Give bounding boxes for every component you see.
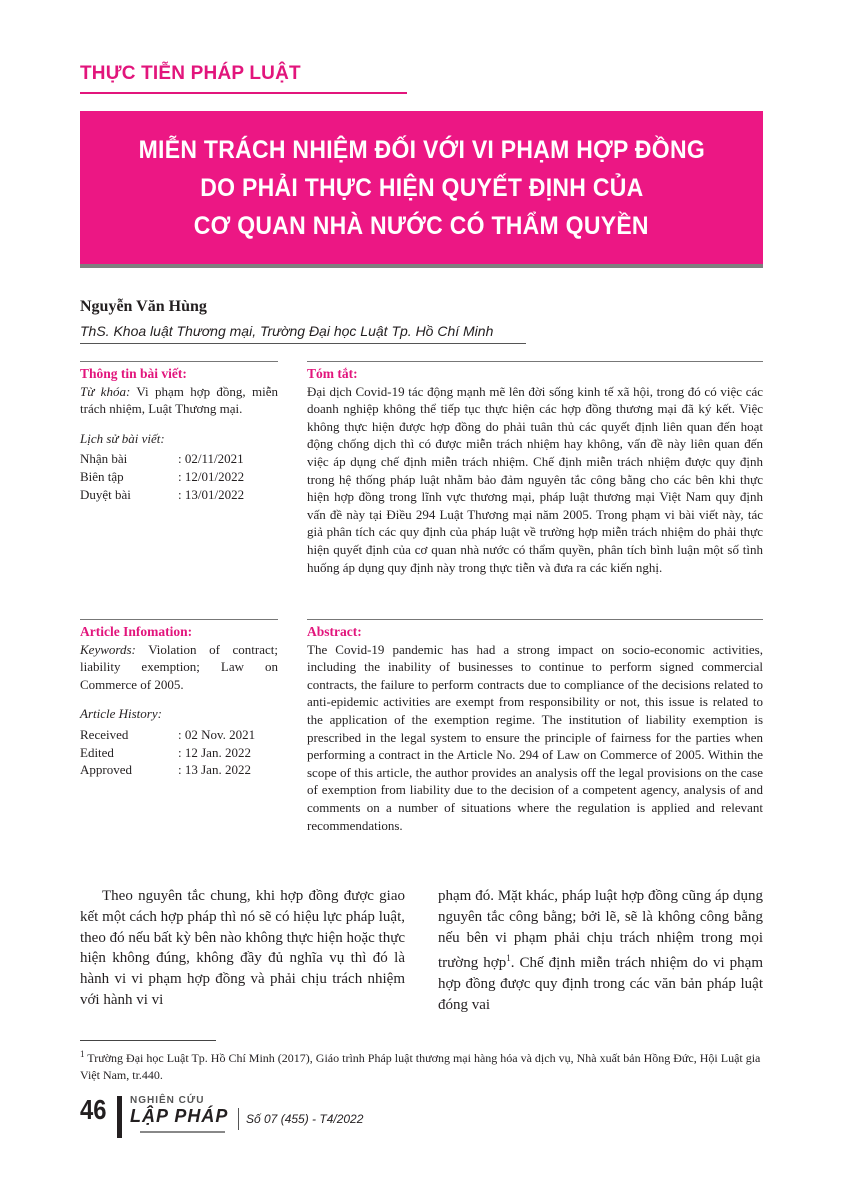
history-date: : 12 Jan. 2022 — [178, 744, 251, 760]
en-history — [80, 726, 278, 779]
history-date: : 12/01/2022 — [178, 468, 245, 484]
page-number: 46 — [80, 1094, 107, 1125]
history-row — [80, 450, 278, 468]
article-title-banner — [80, 111, 763, 268]
history-label: Nhận bài — [80, 451, 128, 467]
vi-abstract-heading: Tóm tắt: — [307, 366, 358, 381]
section-label: THỰC TIỄN PHÁP LUẬT — [80, 63, 301, 84]
history-date: : 13/01/2022 — [178, 486, 245, 502]
author-affiliation: ThS. Khoa luật Thương mại, Trường Đại học Luật Tp. Hồ Chí Minh — [80, 323, 526, 344]
title-line-1: MIỄN TRÁCH NHIỆM ĐỐI VỚI VI PHẠM HỢP ĐỒNG — [138, 135, 705, 164]
history-label: Approved — [80, 762, 132, 778]
history-date: : 13 Jan. 2022 — [178, 762, 251, 778]
vi-keywords-label: Từ khóa: — [80, 383, 131, 399]
history-label: Duyệt bài — [80, 486, 131, 502]
issue-divider — [238, 1108, 239, 1130]
history-row — [80, 486, 278, 504]
en-history-label: Article History: — [80, 706, 162, 722]
history-label: Edited — [80, 744, 114, 760]
history-date: : 02 Nov. 2021 — [178, 726, 256, 742]
title-line-2: DO PHẢI THỰC HIỆN QUYẾT ĐỊNH CỦA — [199, 173, 644, 202]
vi-info-heading: Thông tin bài viết: — [80, 366, 187, 381]
journal-logo-top: NGHIÊN CỨU — [130, 1095, 205, 1106]
footnote-ref[interactable]: 1 — [506, 953, 511, 964]
body-right-part-a: phạm đó. Mặt khác, pháp luật hợp đồng cũng áp dụng nguyên tắc công bằng; bởi lẽ, sẽ là không công bằng nếu bên vi phạm phải chịu trách nhiệm trong mọi trường hợp — [438, 888, 763, 972]
history-row — [80, 744, 278, 762]
journal-logo — [130, 1095, 228, 1126]
history-row — [80, 468, 278, 486]
footer-divider — [117, 1096, 122, 1138]
title-line-3: CƠ QUAN NHÀ NƯỚC CÓ THẨM QUYỀN — [193, 211, 650, 240]
vi-abstract — [307, 361, 763, 576]
en-info-heading: Article Infomation: — [80, 624, 193, 639]
vi-article-info — [80, 361, 278, 503]
en-keywords-label: Keywords: — [80, 641, 136, 657]
vi-history-label: Lịch sử bài viết: — [80, 430, 165, 446]
en-article-info — [80, 619, 278, 779]
footnote — [80, 1046, 763, 1084]
history-row — [80, 726, 278, 744]
footnote-rule — [80, 1040, 216, 1041]
journal-logo-main: LẬP PHÁP — [130, 1106, 229, 1126]
footnote-text: Trường Đại học Luật Tp. Hồ Chí Minh (2017), Giáo trình Pháp luật thương mại hàng hóa và dịch vụ, Nhà xuất bản Hồng Đức, Hội Luật gia Việt Nam, tr.440. — [80, 1051, 761, 1082]
history-label: Biên tập — [80, 468, 124, 484]
logo-swoosh — [140, 1131, 225, 1133]
history-row — [80, 761, 278, 779]
body-column-left: Theo nguyên tắc chung, khi hợp đồng được giao kết một cách hợp pháp thì nó sẽ có hiệu lực pháp luật, theo đó nếu bất kỳ bên nào không thực hiện hoặc thực hiện không đúng, không đầy đủ nghĩa vụ thì đó là hành vi vi phạm hợp đồng và phải chịu trách nhiệm với hành vi vi — [80, 888, 405, 1008]
vi-history — [80, 450, 278, 503]
en-abstract-text: The Covid-19 pandemic has had a strong impact on socio-economic activities, including the inability of businesses to continue to perform signed commercial contracts, the failure to perform contracts due to compliance of the decisions related to anti-epidemic activities are exempt from responsibility or not, this issue is related to the application of the exemption regime. The institution of liability exemption is prescribed in the legal system to ensure the principle of fairness for the parties when performing a contract in the Article No. 294 of Law on Commerce of 2005. Within the scope of this article, the author provides an analysis off the legal provisions on the case of exemption from liability due to the decision of a competent agency, analysis of and comments on a number of situations where the regulation is applied and relevant recommendations. — [307, 641, 763, 833]
en-abstract-heading: Abstract: — [307, 624, 362, 639]
author-name: Nguyễn Văn Hùng — [80, 298, 207, 315]
history-label: Received — [80, 726, 129, 742]
body-column-right — [438, 886, 763, 1016]
vi-keywords-text: Vi phạm hợp đồng, miễn trách nhiệm, Luật Thương mại. — [80, 383, 279, 417]
issue-info: Số 07 (455) - T4/2022 — [246, 1112, 364, 1126]
vi-abstract-text: Đại dịch Covid-19 tác động mạnh mẽ lên đời sống kinh tế xã hội, trong đó có việc các doanh nghiệp không thể tiếp tục thực hiện các hợp đồng thương mại đã ký kết. Việc không thực hiện được hợp đồng do phải tuân thủ các quyết định liên quan đến hoạt động chống dịch thì có được miễn trách nhiệm hay không, vấn đề này liên quan đến việc áp dụng chế định miễn trách nhiệm. Chế định miễn trách nhiệm được quy định trong hệ thống pháp luật nhằm bảo đảm nguyên tắc công bằng cho các bên khi thực hiện hợp đồng trong lĩnh vực thương mại, pháp luật thương mại Việt Nam quy định vấn đề này tại Điều 294 Luật Thương mại năm 2005. Trong phạm vi bài viết này, tác giả phân tích các quy định của pháp luật về trường hợp miễn trách nhiệm do phải thực hiện quyết định của cơ quan nhà nước có thẩm quyền, phân tích bình luận một số tình huống áp dụng quy định này trong thực tiễn và đưa ra các kiến nghị. — [307, 383, 763, 575]
en-abstract — [307, 619, 763, 834]
en-keywords-text: Violation of contract; liability exemption; Law on Commerce of 2005. — [80, 641, 278, 692]
en-keywords — [80, 641, 278, 694]
footnote-mark: 1 — [80, 1049, 85, 1059]
body-right-part-b: . Chế định miễn trách nhiệm do vi phạm hợp đồng được quy định trong các văn bản pháp luật đóng vai — [438, 955, 763, 1013]
section-rule — [80, 92, 407, 94]
vi-keywords — [80, 383, 278, 418]
history-date: : 02/11/2021 — [178, 451, 244, 467]
